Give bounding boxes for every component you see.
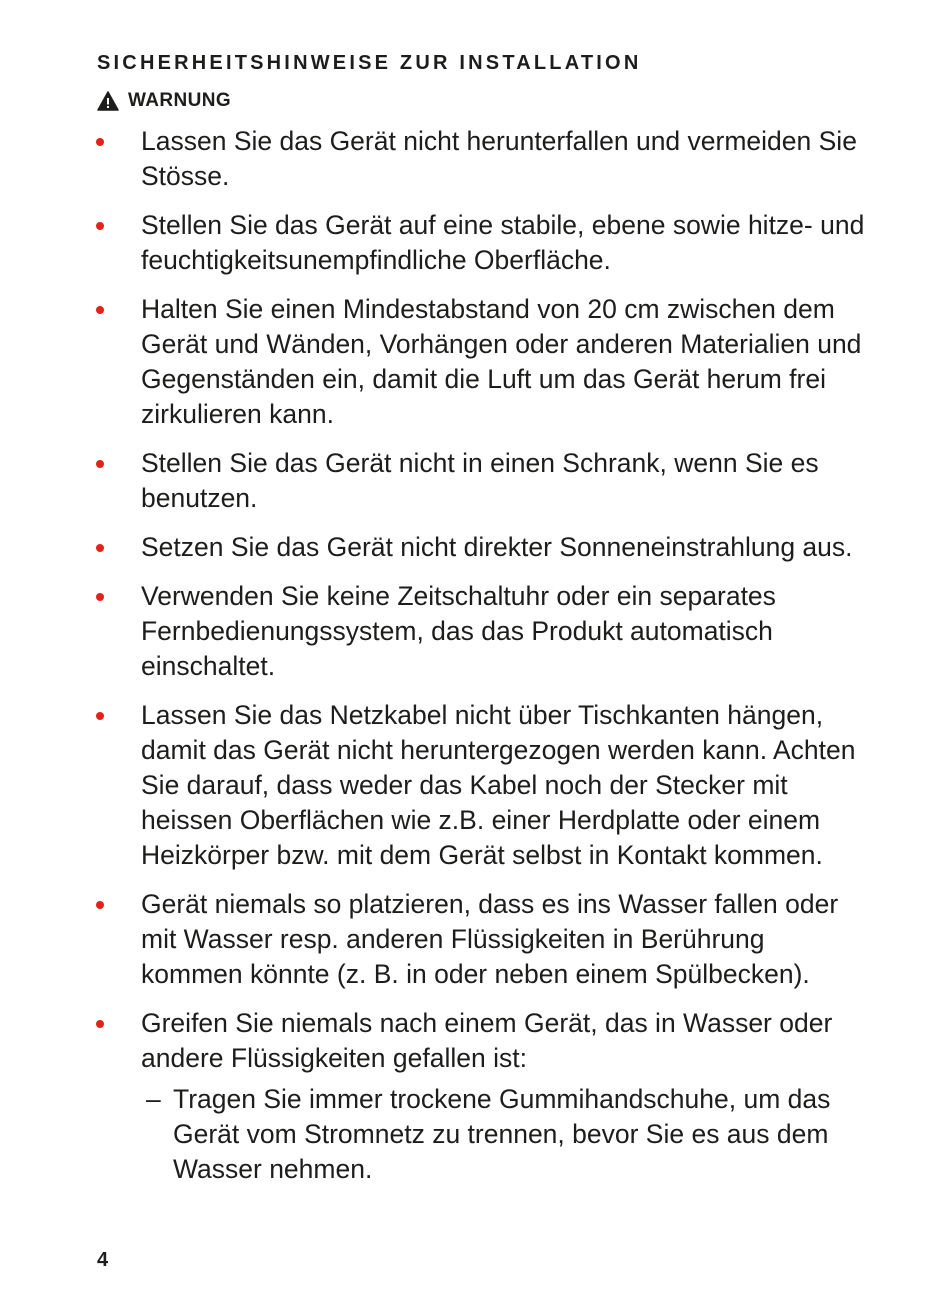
- list-item-text: Gerät niemals so platzieren, dass es ins Wasser fallen oder mit Wasser resp. anderen Flüssigkeiten in Berührung kommen könnte (z. B. in oder neben einem Spülbecken).: [141, 889, 839, 989]
- list-item: [0, 446, 950, 516]
- warning-label: WARNUNG: [128, 90, 232, 111]
- list-item-text: Stellen Sie das Gerät auf eine stabile, ebene sowie hitze- und feuchtigkeitsunempfindliche Oberfläche.: [141, 210, 865, 275]
- list-item-text: Verwenden Sie keine Zeitschaltuhr oder ein separates Fernbedienungssystem, das das Produkt automatisch einschaltet.: [141, 581, 776, 681]
- sub-list: [141, 1082, 870, 1187]
- list-item: [0, 1006, 950, 1187]
- bullet-icon: [96, 544, 104, 552]
- list-item-text: Halten Sie einen Mindestabstand von 20 cm zwischen dem Gerät und Wänden, Vorhängen oder anderen Materialien und Gegenständen ein, damit die Luft um das Gerät herum frei zirkulieren kann.: [141, 294, 862, 429]
- list-item-text: Lassen Sie das Netzkabel nicht über Tischkanten hängen, damit das Gerät nicht heruntergezogen werden kann. Achten Sie darauf, dass weder das Kabel noch der Stecker mit heissen Oberflächen wie z.B. einer Herdplatte oder einem Heizkörper bzw. mit dem Gerät selbst in Kontakt kommen.: [141, 700, 856, 870]
- list-item: [0, 579, 950, 684]
- bullet-icon: [96, 1020, 104, 1028]
- warning-triangle-icon: [97, 91, 119, 111]
- warning-header: [97, 89, 231, 113]
- safety-list: [0, 124, 950, 1201]
- dash-marker: –: [146, 1084, 161, 1114]
- list-item: [0, 124, 950, 194]
- bullet-icon: [96, 712, 104, 720]
- bullet-icon: [96, 138, 104, 146]
- list-item-text: Stellen Sie das Gerät nicht in einen Schrank, wenn Sie es benutzen.: [141, 448, 819, 513]
- list-item-text: Greifen Sie niemals nach einem Gerät, das in Wasser oder andere Flüssigkeiten gefallen ist:: [141, 1008, 833, 1073]
- section-heading: SICHERHEITSHINWEISE ZUR INSTALLATION: [97, 52, 642, 74]
- list-item: [0, 887, 950, 992]
- bullet-icon: [96, 460, 104, 468]
- list-item: [0, 292, 950, 432]
- list-item-text: Setzen Sie das Gerät nicht direkter Sonneneinstrahlung aus.: [141, 532, 853, 562]
- bullet-icon: [96, 306, 104, 314]
- bullet-icon: [96, 222, 104, 230]
- page-number: 4: [97, 1249, 109, 1271]
- bullet-icon: [96, 901, 104, 909]
- list-item-text: Lassen Sie das Gerät nicht herunterfallen und vermeiden Sie Stösse.: [141, 126, 857, 191]
- sub-list-item-text: Tragen Sie immer trockene Gummihandschuhe, um das Gerät vom Stromnetz zu trennen, bevor Sie es aus dem Wasser nehmen.: [173, 1084, 831, 1184]
- list-item: [0, 698, 950, 873]
- list-item: [0, 530, 950, 565]
- bullet-icon: [96, 593, 104, 601]
- sub-list-item: [141, 1082, 870, 1187]
- list-item: [0, 208, 950, 278]
